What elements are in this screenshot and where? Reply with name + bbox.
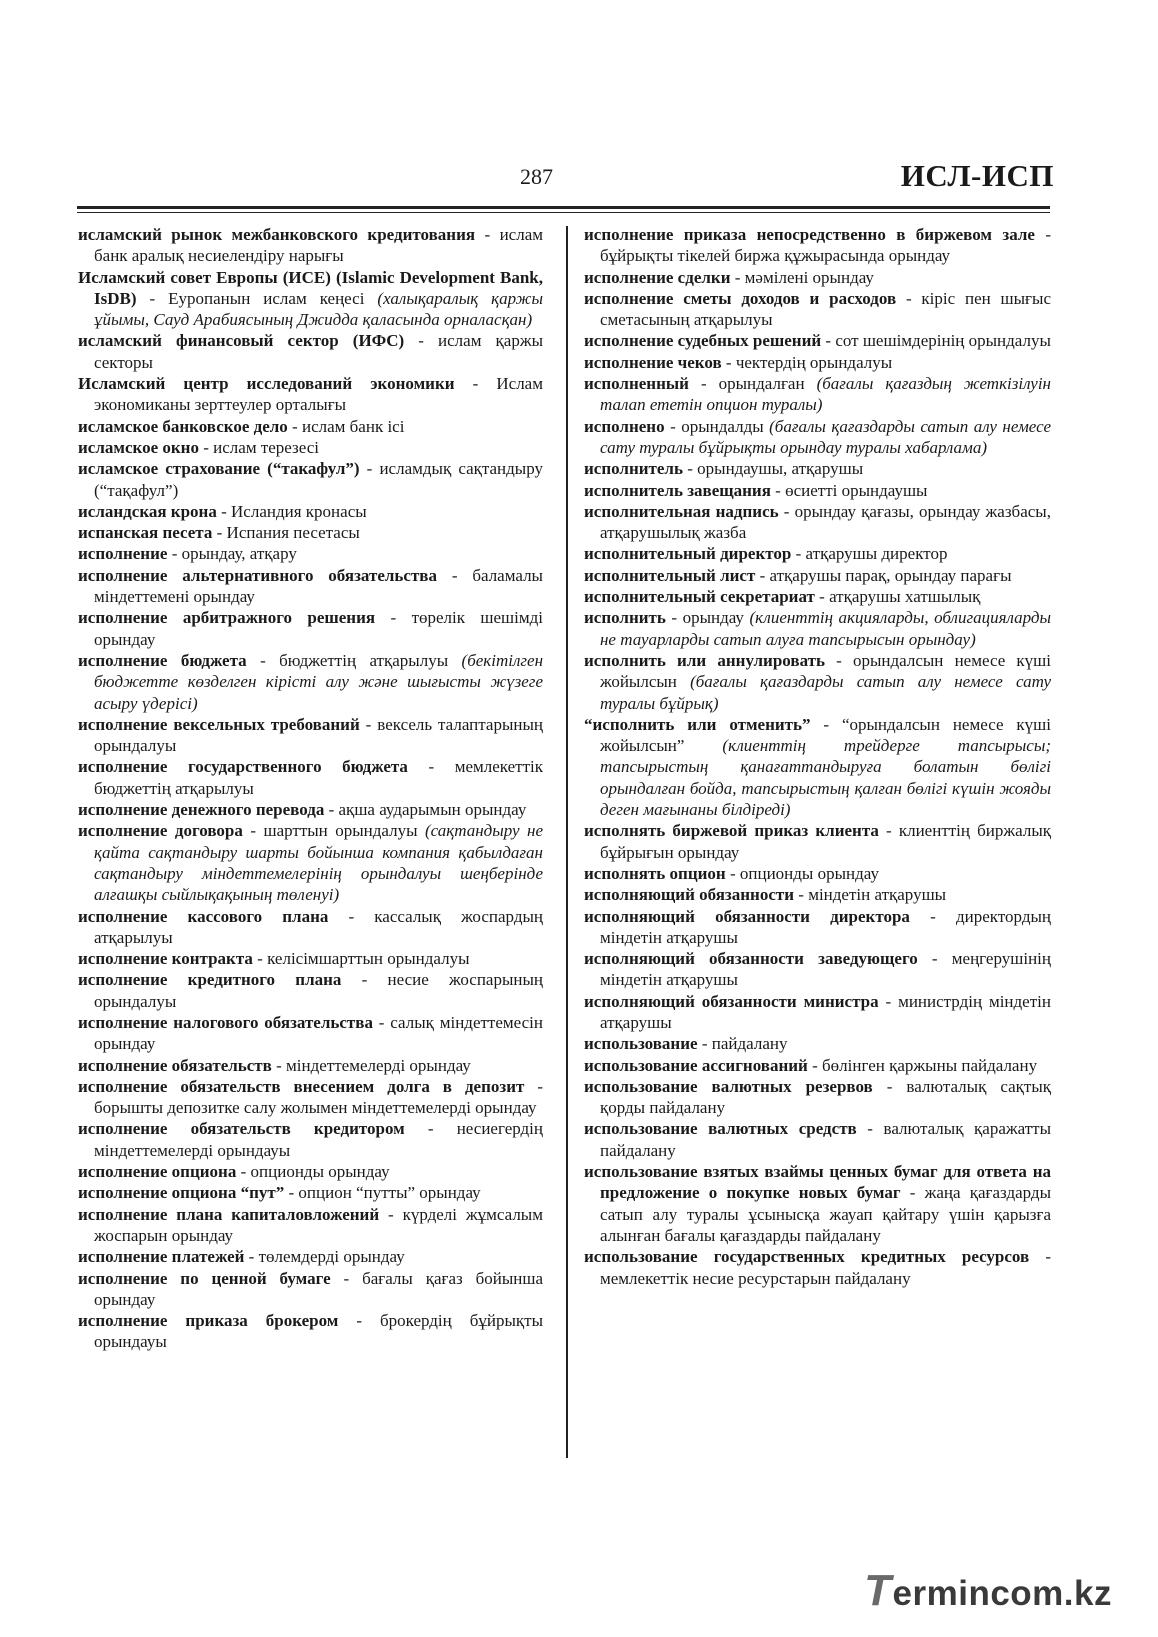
entry-definition: ислам банк аралық несиелендіру нарығы: [94, 225, 543, 266]
dictionary-entry: исполнитель - орындаушы, атқарушы: [584, 459, 864, 479]
entry-term: исполнение арбитражного решения: [78, 608, 376, 628]
dictionary-entry: Исламский центр исследований экономики - Ислам экономиканы зерттеулер орталығы: [78, 374, 543, 415]
entry-definition: несие жоспарының орындалуы: [94, 970, 543, 1011]
entry-term: исполнение опциона: [78, 1162, 237, 1182]
dictionary-entry: исполнение обязательств кредитором - несиегердің міндеттемелерді орындауы: [78, 1119, 543, 1160]
entry-definition: Исландия кронасы: [231, 501, 367, 521]
dictionary-entry: исполненный - орындалған (бағалы қағаздың жеткізілуін талап ететін опцион туралы): [584, 374, 1051, 415]
entry-definition: төрелік шешімді орындау: [94, 608, 543, 649]
entry-term: “исполнить или отменить”: [584, 714, 811, 734]
entry-term: исполняющий обязанности министра: [584, 991, 879, 1011]
entry-term: использование государственных кредитных ресурсов: [584, 1247, 1030, 1267]
entry-definition: орындалсын немесе күші жойылсын: [600, 650, 1051, 692]
entry-definition: ислам қаржы секторы: [94, 331, 543, 372]
entry-definition: атқарушы парақ, орындау парағы: [769, 565, 1012, 585]
dictionary-entry: исполнитель завещания - өсиетті орындаушы: [584, 480, 928, 500]
dictionary-entry: исполнение сметы доходов и расходов - кіріс пен шығыс сметасының атқарылуы: [584, 288, 1051, 330]
entry-definition: директордың міндетін атқарушы: [600, 906, 1051, 947]
entry-definition: чектердің орындалуы: [735, 352, 893, 372]
entry-term: исполнение государственного бюджета: [78, 757, 408, 777]
entry-term: исполнение опциона “пут”: [78, 1183, 285, 1203]
entry-definition: меңгерушінің міндетін атқарушы: [600, 949, 1051, 990]
entry-term: исполнительный директор: [584, 544, 792, 564]
entry-term: исландская крона: [78, 501, 217, 521]
entry-term: исламский рынок межбанковского кредитования: [78, 225, 476, 244]
entry-term: использование: [584, 1034, 698, 1054]
entry-term: исполнять опцион: [584, 863, 726, 883]
entry-definition: сот шешімдерінің орындалуы: [835, 331, 1051, 351]
entry-definition: күрделі жұмсалым жоспарын орындау: [94, 1204, 543, 1245]
entry-definition: жаңа қағаздарды сатып алу туралы ұсынысқа жауап қайтару үшін қарызға алынған бағалы қағаздарды пайдалану: [600, 1183, 1051, 1245]
entry-definition: міндетін атқарушы: [808, 885, 947, 905]
dictionary-entry: исполнение альтернативного обязательства - баламалы міндеттемені орындау: [78, 565, 543, 607]
entry-term: исполняющий обязанности: [584, 885, 795, 905]
entry-definition: мемлекеттік бюджеттің атқарылуы: [94, 757, 543, 798]
entry-definition: валюталық қаражатты пайдалану: [600, 1119, 1052, 1160]
entry-definition: борышты депозитке салу жолымен міндеттемелерді орындау: [94, 1098, 537, 1118]
dictionary-entry: исполнение государственного бюджета - мемлекеттік бюджеттің атқарылуы: [78, 757, 543, 798]
entry-definition: ислам терезесі: [213, 437, 320, 457]
entry-term: исполнение обязательств внесением долга в депозит: [78, 1076, 525, 1096]
entry-term: исполняющий обязанности директора: [584, 906, 910, 926]
entry-definition: орындаушы, атқарушы: [697, 459, 864, 479]
entry-note: (бағалы қағаздарды сатып алу немесе сату туралы бұйрықты орындау туралы хабарлама): [600, 416, 1051, 457]
dictionary-entry: исполняющий обязанности - міндетін атқарушы: [584, 885, 947, 905]
entry-term: исламское банковское дело: [78, 416, 288, 436]
dictionary-entry: исполнять биржевой приказ клиента - клиенттің биржалық бұйрығын орындау: [584, 821, 1051, 862]
dictionary-entry: исполнение сделки - мәмілені орындау: [584, 267, 874, 287]
entry-definition: кіріс пен шығыс сметасының атқарылуы: [600, 288, 1051, 330]
entry-term: исполнение кассового плана: [78, 906, 329, 926]
entry-definition: бюджеттің атқарылуы: [279, 650, 449, 670]
header-rule-thin: [77, 212, 1050, 213]
entry-definition: Испания песетасы: [226, 523, 360, 543]
dictionary-entry: исполнение договора - шарттын орындалуы (сақтандыру не қайта сақтандыру шарты бойынша компания қабылдаған сақтандыру міндеттемелерінің орындалуы шеңберінде алғашқы сыйлықақының төленуі): [78, 821, 543, 905]
dictionary-entry: исполнительный секретариат - атқарушы хатшылық: [584, 587, 981, 607]
entry-term: испанская песета: [78, 523, 213, 543]
entry-definition: атқарушы директор: [805, 544, 948, 564]
dictionary-entry: использование валютных средств - валюталық қаражатты пайдалану: [584, 1119, 1052, 1160]
entry-term: Исламский совет Европы (ИСЕ) (Islamic Development Bank, IsDB): [78, 267, 543, 308]
entry-note: (сақтандыру не қайта сақтандыру шарты бойынша компания қабылдаған сақтандыру міндеттемелерінің орындалуы шеңберінде алғашқы сыйлықақының төленуі): [94, 821, 543, 905]
entry-note: (халықаралық қаржы ұйымы, Сауд Арабиясының Джидда қаласында орналасқан): [94, 288, 544, 330]
entry-definition: мәмілені орындау: [744, 267, 874, 287]
entry-term: исполнительная надпись: [584, 501, 779, 521]
entry-note: (клиенттің акцияларды, облигацияларды не тауарларды сатып алуға тапсырысын орындау): [600, 608, 1051, 649]
entry-term: исполнение чеков: [584, 352, 722, 372]
dictionary-entry: исполнение обязательств - міндеттемелерді орындау: [78, 1055, 471, 1075]
dictionary-entry: исполнение чеков - чектердің орындалуы: [584, 352, 893, 372]
entry-definition: орындалды: [681, 416, 764, 436]
dictionary-entry: исполнение денежного перевода - ақша аударымын орындау: [78, 800, 527, 820]
page-number: 287: [520, 164, 553, 189]
entry-term: исполнение налогового обязательства: [78, 1012, 373, 1032]
entry-definition: исламдық сақтандыру (“тақафул”): [94, 459, 543, 500]
entry-term: исполнять биржевой приказ клиента: [584, 821, 879, 841]
entry-term: исполняющий обязанности заведующего: [584, 949, 918, 969]
entry-term: исполнительный лист: [584, 565, 756, 585]
entry-definition: ислам банк ісі: [301, 416, 405, 436]
dictionary-entry: исламское окно - ислам терезесі: [78, 437, 320, 457]
termincom-watermark: [864, 1566, 1112, 1616]
dictionary-entry: исполнительный директор - атқарушы директор: [584, 544, 948, 564]
dictionary-entry: исполнение судебных решений - сот шешімдерінің орындалуы: [584, 331, 1051, 351]
entry-definition: шарттын орындалуы: [263, 821, 418, 841]
entry-definition: валюталық сақтық қорды пайдалану: [600, 1076, 1051, 1118]
dictionary-entry: исполнение - орындау, атқару: [78, 544, 297, 564]
left-column: [78, 224, 543, 1353]
entry-term: использование валютных средств: [584, 1119, 857, 1139]
entry-term: исполнить или аннулировать: [584, 650, 825, 670]
dictionary-entry: использование валютных резервов - валюталық сақтық қорды пайдалану: [584, 1076, 1051, 1118]
dictionary-entry: исполнение приказа непосредственно в биржевом зале - бұйрықты тікелей биржа құжырасында орындау: [584, 225, 1051, 266]
dictionary-entry: исполнение кредитного плана - несие жоспарының орындалуы: [78, 970, 543, 1011]
entry-definition: бағалы қағаз бойынша орындау: [94, 1268, 543, 1309]
entry-definition: Ислам экономиканы зерттеулер орталығы: [94, 374, 543, 415]
dictionary-entry: исполнить или аннулировать - орындалсын немесе күші жойылсын (бағалы қағаздарды сатып алу немесе сату туралы бұйрық): [584, 650, 1051, 713]
entry-definition: өсиетті орындаушы: [785, 480, 928, 500]
entry-definition: опцион “путты” орындау: [298, 1183, 481, 1203]
watermark-text: ermincom.kz: [892, 1574, 1112, 1613]
entry-term: исполнение обязательств: [78, 1055, 272, 1075]
entry-note: (бағалы қағаздарды сатып алу немесе сату туралы бұйрық): [600, 672, 1051, 713]
dictionary-entry: использование взятых взаймы ценных бумаг для ответа на предложение о покупке новых бумаг - жаңа қағаздарды сатып алу туралы ұсынысқа жауап қайтару үшін қарызға алынған бағалы қағаздарды пайдалану: [584, 1162, 1051, 1245]
dictionary-entry: использование - пайдалану: [584, 1034, 788, 1054]
entry-definition: брокердің бұйрықты орындауы: [94, 1311, 543, 1352]
entry-term: Исламский центр исследований экономики: [78, 374, 455, 394]
entry-term: исполнение по ценной бумаге: [78, 1268, 331, 1288]
dictionary-entry: исполнение платежей - төлемдерді орындау: [78, 1247, 405, 1267]
entry-term: использование ассигнований: [584, 1055, 808, 1075]
entry-definition: ақша аударымын орындау: [338, 800, 527, 820]
entry-definition: вексель талаптарының орындалуы: [94, 714, 543, 756]
dictionary-entry: исламский финансовый сектор (ИФС) - ислам қаржы секторы: [78, 331, 543, 372]
dictionary-entry: исполнение опциона “пут” - опцион “путты” орындау: [78, 1183, 481, 1203]
entry-term: использование валютных резервов: [584, 1076, 873, 1096]
dictionary-entry: исполнение налогового обязательства - салық міндеттемесін орындау: [78, 1012, 543, 1054]
entry-definition: орындау: [682, 608, 744, 628]
entry-term: исполнение: [78, 544, 168, 564]
entry-definition: опционды орындау: [250, 1162, 390, 1182]
dictionary-entry: исламское страхование (“такафул”) - исламдық сақтандыру (“тақафул”): [78, 459, 543, 500]
entry-term: исполнение кредитного плана: [78, 970, 342, 990]
entry-term: исполнитель завещания: [584, 480, 771, 500]
entry-term: исполнение бюджета: [78, 650, 247, 670]
entry-note: (бағалы қағаздың жеткізілуін талап ететін опцион туралы): [600, 374, 1051, 415]
dictionary-entry: исполнение арбитражного решения - төрелік шешімді орындау: [78, 608, 543, 649]
dictionary-entry: исполнение приказа брокером - брокердің бұйрықты орындауы: [78, 1311, 543, 1352]
entry-term: исполнение вексельных требований: [78, 714, 360, 734]
column-divider: [566, 226, 568, 1458]
dictionary-entry: исполнение кассового плана - кассалық жоспардың атқарылуы: [78, 906, 543, 947]
entry-definition: пайдалану: [711, 1034, 788, 1054]
entry-term: исполнение денежного перевода: [78, 800, 325, 820]
dictionary-entry: исполнительная надпись - орындау қағазы, орындау жазбасы, атқарушылық жазба: [584, 501, 1051, 543]
dictionary-entry: испанская песета - Испания песетасы: [78, 523, 360, 543]
entry-term: исламское страхование (“такафул”): [78, 459, 360, 479]
entry-definition: клиенттің биржалық бұйрығын орындау: [600, 821, 1051, 862]
dictionary-entry: исполнено - орындалды (бағалы қағаздарды сатып алу немесе сату туралы бұйрықты орындау туралы хабарлама): [584, 416, 1051, 457]
dictionary-entry: исполнительный лист - атқарушы парақ, орындау парағы: [584, 565, 1012, 585]
dictionary-entry: исполнение по ценной бумаге - бағалы қағаз бойынша орындау: [78, 1268, 543, 1309]
entry-definition: Еуропанын ислам кеңесі: [168, 288, 365, 308]
dictionary-entry: исламское банковское дело - ислам банк ісі: [78, 416, 405, 436]
dictionary-entry: исполнение вексельных требований - вексель талаптарының орындалуы: [78, 714, 543, 756]
entry-definition: салық міндеттемесін орындау: [94, 1012, 543, 1054]
dictionary-entry: Исламский совет Европы (ИСЕ) (Islamic Development Bank, IsDB) - Еуропанын ислам кеңесі (халықаралық қаржы ұйымы, Сауд Арабиясының Джидда қаласында орналасқан): [78, 267, 544, 330]
entry-definition: орындалған: [718, 374, 805, 394]
dictionary-entry: исполнение плана капиталовложений - күрделі жұмсалым жоспарын орындау: [78, 1204, 543, 1245]
entry-definition: міндеттемелерді орындау: [286, 1055, 471, 1075]
header-rule-thick: [77, 206, 1050, 209]
entry-term: исполнительный секретариат: [584, 587, 815, 607]
entry-definition: опционды орындау: [739, 863, 879, 883]
entry-definition: несиегердің міндеттемелерді орындауы: [94, 1119, 543, 1160]
dictionary-entry: использование государственных кредитных ресурсов - мемлекеттік несие ресурстарын пайдалану: [584, 1247, 1051, 1288]
entry-term: исполнение договора: [78, 821, 243, 841]
dictionary-entry: исламский рынок межбанковского кредитования - ислам банк аралық несиелендіру нарығы: [78, 225, 543, 266]
entry-term: исполнение платежей: [78, 1247, 245, 1267]
entry-term: исполнение сделки: [584, 267, 731, 287]
entry-term: исполнение приказа брокером: [78, 1311, 339, 1331]
entry-term: использование взятых взаймы ценных бумаг для ответа на предложение о покупке новых бумаг: [584, 1162, 1051, 1203]
entry-definition: кассалық жоспардың атқарылуы: [94, 906, 543, 947]
entry-definition: бұйрықты тікелей биржа құжырасында орындау: [600, 246, 951, 266]
dictionary-entry: исполнять опцион - опционды орындау: [584, 863, 879, 883]
entry-definition: орындау қағазы, орындау жазбасы, атқарушылық жазба: [600, 501, 1051, 543]
dictionary-entry: исполнение бюджета - бюджеттің атқарылуы (бекітілген бюджетте көзделген кірісті алу және шығысты жүзеге асыру үдерісі): [78, 650, 544, 713]
dictionary-entry: использование ассигнований - бөлінген қаржыны пайдалану: [584, 1055, 1038, 1075]
running-head: ИСЛ-ИСП: [900, 158, 1054, 193]
entry-note: (клиенттің трейдерге тапсырысы; тапсырыстың қанағаттандыруға болатын бөлігі орындалған бойда, тапсырыстың қалған бөлігі күшін жояды деген мағынаны білдіреді): [600, 736, 1052, 820]
entry-term: исламское окно: [78, 437, 199, 457]
entry-definition: “орындалсын немесе күші жойылсын”: [600, 714, 1051, 756]
entry-term: исполнение альтернативного обязательства: [78, 565, 437, 585]
entry-term: исполнение сметы доходов и расходов: [584, 288, 897, 308]
entry-term: исполнитель: [584, 459, 683, 479]
entry-definition: келісімшарттын орындалуы: [267, 949, 470, 969]
entry-term: исполнение приказа непосредственно в биржевом зале: [584, 225, 1035, 244]
dictionary-entry: исландская крона - Исландия кронасы: [78, 501, 367, 521]
entry-term: исполнить: [584, 608, 666, 628]
entry-definition: мемлекеттік несие ресурстарын пайдалану: [600, 1268, 911, 1288]
dictionary-entry: исполнение обязательств внесением долга в депозит - борышты депозитке салу жолымен міндеттемелерді орындау: [78, 1076, 543, 1118]
entry-definition: баламалы міндеттемені орындау: [94, 565, 543, 607]
entry-term: исполнено: [584, 416, 665, 436]
dictionary-entry: исполняющий обязанности министра - министрдің міндетін атқарушы: [584, 991, 1051, 1032]
dictionary-entry: исполняющий обязанности директора - директордың міндетін атқарушы: [584, 906, 1051, 947]
entry-definition: бөлінген қаржыны пайдалану: [822, 1055, 1038, 1075]
entry-definition: атқарушы хатшылық: [829, 587, 981, 607]
entry-term: исполнение плана капиталовложений: [78, 1204, 380, 1224]
entry-definition: төлемдерді орындау: [258, 1247, 405, 1267]
entry-term: исламский финансовый сектор (ИФС): [78, 331, 405, 351]
watermark-logo-letter: T: [864, 1566, 892, 1615]
entry-term: исполнение контракта: [78, 949, 253, 969]
entry-definition: орындау, атқару: [181, 544, 297, 564]
dictionary-entry: исполнение опциона - опционды орындау: [78, 1162, 390, 1182]
entry-term: исполнение судебных решений: [584, 331, 822, 351]
dictionary-entry: исполнить - орындау (клиенттің акцияларды, облигацияларды не тауарларды сатып алуға тапсырысын орындау): [584, 608, 1051, 649]
dictionary-entry: исполнение контракта - келісімшарттын орындалуы: [78, 949, 470, 969]
entry-term: исполненный: [584, 374, 689, 394]
right-column: [584, 224, 1051, 1289]
dictionary-entry: “исполнить или отменить” - “орындалсын немесе күші жойылсын” (клиенттің трейдерге тапсырысы; тапсырыстың қанағаттандыруға болатын бөлігі орындалған бойда, тапсырыстың қалған бөлігі күшін жояды деген мағынаны білдіреді): [584, 714, 1052, 820]
dictionary-entry: исполняющий обязанности заведующего - меңгерушінің міндетін атқарушы: [584, 949, 1051, 990]
entry-note: (бекітілген бюджетте көзделген кірісті алу және шығысты жүзеге асыру үдерісі): [94, 650, 544, 713]
entry-term: исполнение обязательств кредитором: [78, 1119, 405, 1139]
entry-definition: министрдің міндетін атқарушы: [600, 991, 1051, 1032]
